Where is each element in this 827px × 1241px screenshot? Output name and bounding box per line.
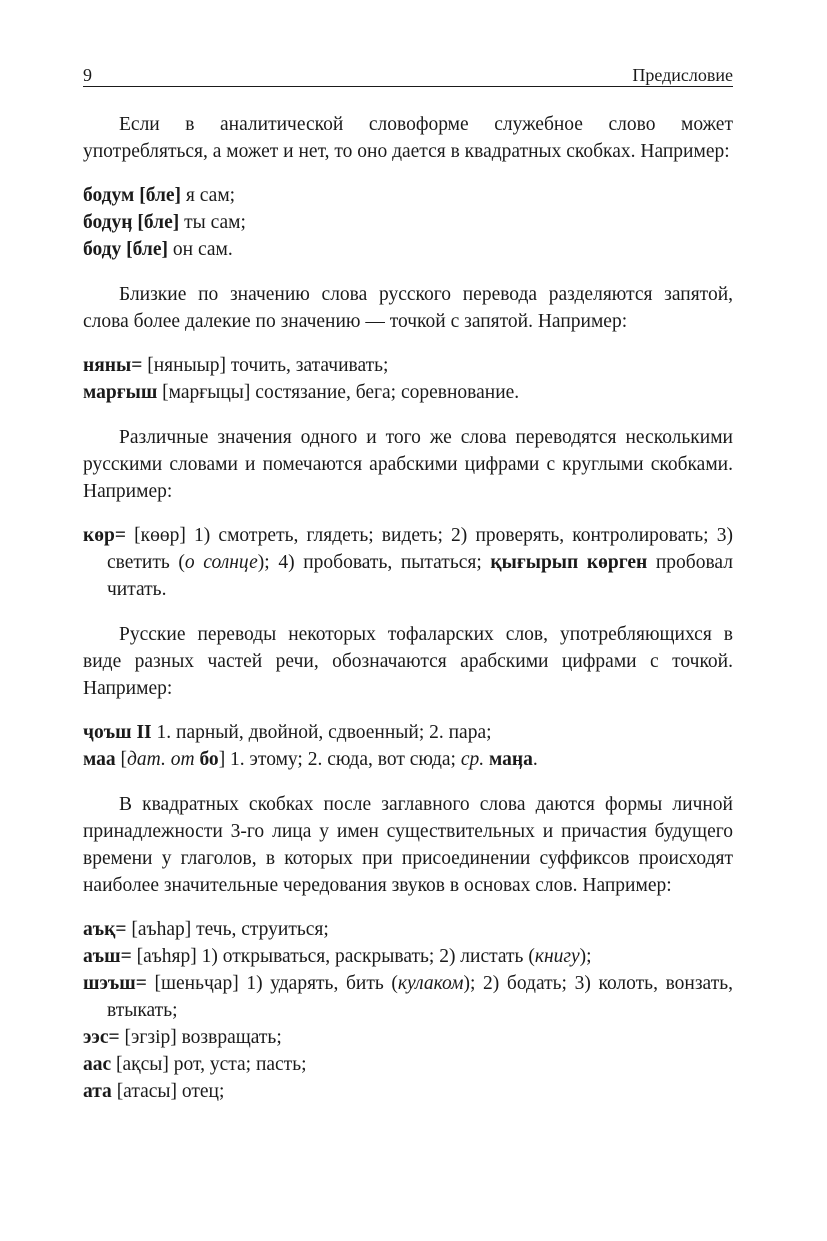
dictionary-entry: аъқ= [аъһар] течь, струиться; (83, 919, 329, 940)
example-line: бодуӊ [бле] ты сам; (83, 212, 246, 233)
example-line: няны= [няныыр] точить, затачивать; (83, 355, 389, 376)
dictionary-entry: аъш= [аъһяр] 1) открываться, раскрывать; 2) листать (книгу); (83, 946, 592, 967)
paragraph-5: В квадратных скобках после заглавного слова даются формы личной принадлежности 3-го лица у имен существительных и причастия будущего времени у глаголов, в которых при присоединении суффиксов происходят наиболее значительные чередования звуков в основах слов. Например: (83, 794, 733, 896)
example-line: маа [дат. от бо] 1. этому; 2. сюда, вот сюда; ср. маӊа. (83, 749, 538, 770)
dictionary-entry: ата [атасы] отец; (83, 1081, 225, 1102)
paragraph-3: Различные значения одного и того же слова переводятся несколькими русскими словами и помечаются арабскими цифрами с круглыми скобками. Например: (83, 427, 733, 502)
document-page (83, 58, 733, 1105)
dictionary-entry: аас [ақсы] рот, уста; пасть; (83, 1054, 307, 1075)
example-line: боду [бле] он сам. (83, 239, 233, 260)
section-title: Предисловие (632, 65, 733, 85)
page-number: 9 (83, 65, 92, 85)
dictionary-entry: шэъш= [шеньҷар] 1) ударять, бить (кулаком); 2) бодать; 3) колоть, вонзать, втыкать; (83, 973, 733, 1021)
example-line: бодум [бле] я сам; (83, 185, 236, 206)
example-line: марғыш [марғыцы] состязание, бега; соревнование. (83, 382, 520, 403)
paragraph-4: Русские переводы некоторых тофаларских слов, употребляющихся в виде разных частей речи, обозначаются арабскими цифрами с точкой. Например: (83, 624, 733, 699)
running-header (83, 58, 733, 87)
paragraph-1: Если в аналитической словоформе служебное слово может употребляться, а может и нет, то оно дается в квадратных скобках. Например: (83, 114, 733, 162)
dictionary-entry: ээс= [эгзір] возвращать; (83, 1027, 282, 1048)
paragraph-2: Близкие по значению слова русского перевода разделяются запятой, слова более далекие по значению — точкой с запятой. Например: (83, 284, 733, 332)
example-line: ҷоъш II 1. парный, двойной, сдвоенный; 2. пара; (83, 722, 492, 743)
dictionary-entry: көр= [көөр] 1) смотреть, глядеть; видеть; 2) проверять, контролировать; 3) светить (о солнце); 4) пробовать, пытаться; қығырып көрген пробовал читать. (83, 525, 733, 600)
